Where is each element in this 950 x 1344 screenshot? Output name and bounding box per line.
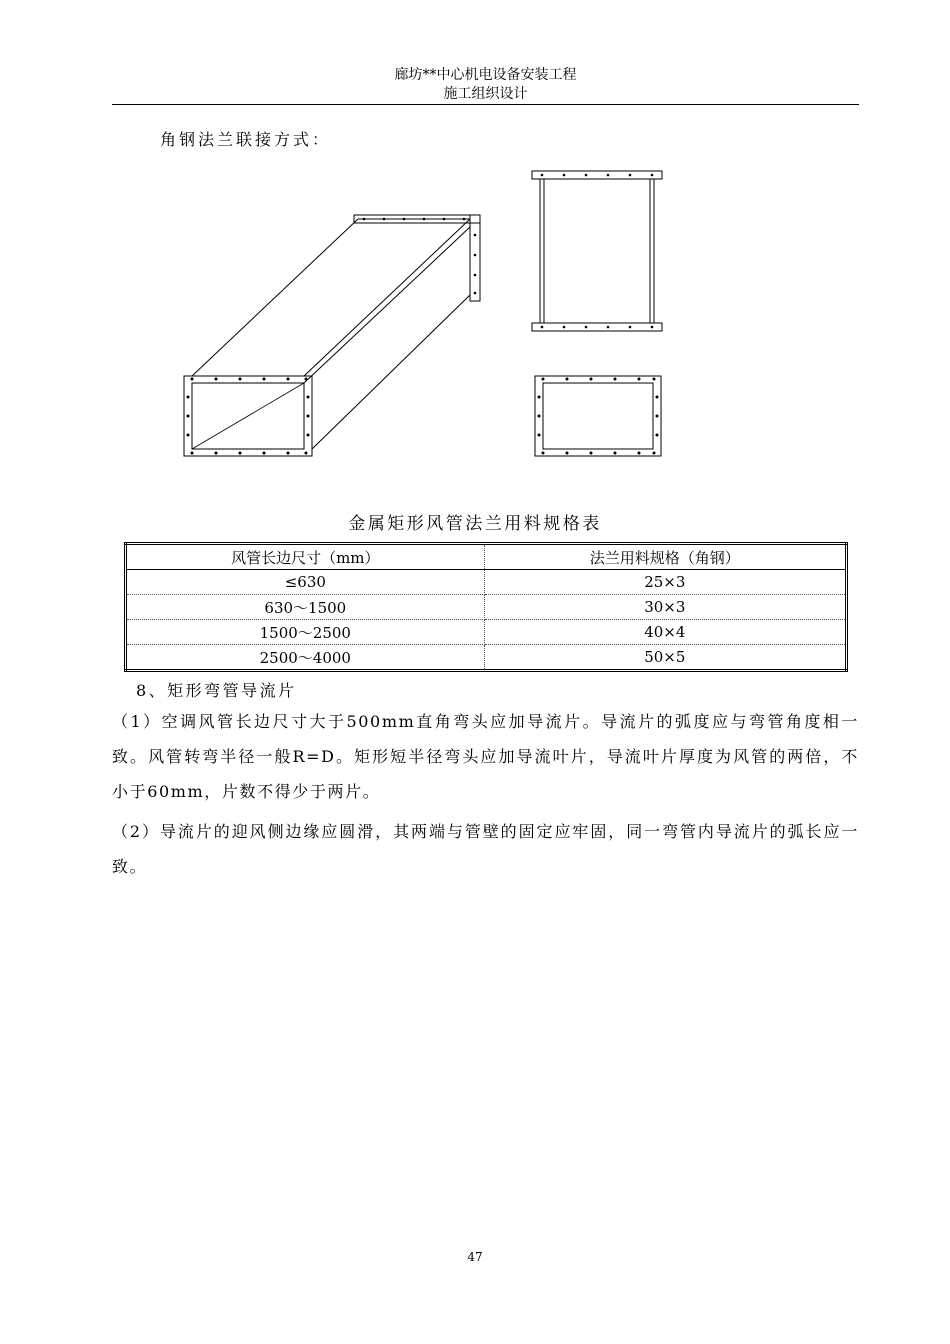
header-doc-title: 施工组织设计 [443,86,528,102]
table-header-row [126,544,847,570]
column-header-duct-size: 风管长边尺寸（mm） [126,544,485,570]
cell-flange-spec: 25×3 [484,570,846,595]
duct-end-view-flange [535,376,661,456]
table-row [126,570,847,595]
paragraph-1: （1）空调风管长边尺寸大于500mm直角弯头应加导流片。导流片的弧度应与弯管角度相一致。风管转弯半径一般R=D。矩形短半径弯头应加导流叶片，导流叶片厚度为风管的两倍，不小于60mm，片数不得少于两片。 [112,712,859,801]
section-title: 8、矩形弯管导流片 [136,681,297,700]
header-rule [112,104,859,105]
duct-front-flange [184,376,312,456]
table-row [126,595,847,620]
cell-duct-size: 630～1500 [126,595,485,620]
intro-text: 角钢法兰联接方式： [160,130,332,149]
table-title: 金属矩形风管法兰用料规格表 [348,514,602,534]
page-header [112,66,859,104]
duct-elevation-view [532,171,662,331]
table-row [126,620,847,645]
column-header-flange-spec: 法兰用料规格（角钢） [484,544,846,570]
flange-spec-table [124,542,848,672]
table-row [126,645,847,671]
cell-duct-size: 2500～4000 [126,645,485,671]
page-number: 47 [467,1250,483,1264]
header-project-title: 廊坊**中心机电设备安装工程 [394,67,577,83]
cell-duct-size: 1500～2500 [126,620,485,645]
paragraph-2: （2）导流片的迎风侧边缘应圆滑，其两端与管壁的固定应牢固，同一弯管内导流片的弧长应一致。 [112,822,859,876]
flange-connection-diagram [180,165,680,465]
cell-duct-size: ≤630 [126,570,485,595]
cell-flange-spec: 30×3 [484,595,846,620]
cell-flange-spec: 50×5 [484,645,846,671]
duct-body-edges [192,219,470,449]
cell-flange-spec: 40×4 [484,620,846,645]
